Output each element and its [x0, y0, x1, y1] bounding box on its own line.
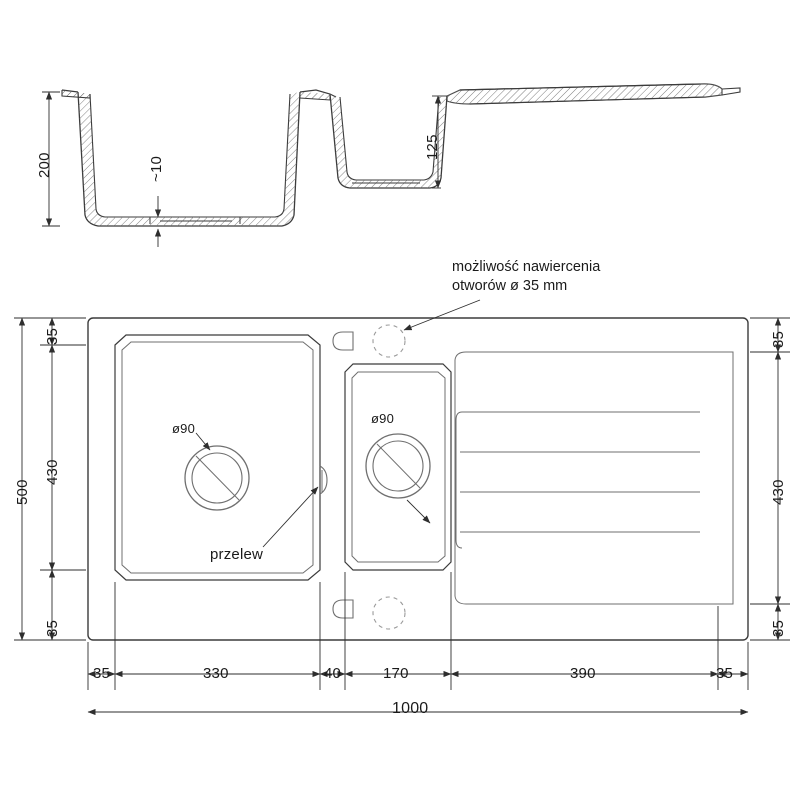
inner-height-right-label: 430: [770, 479, 787, 505]
plan-view: [88, 300, 748, 640]
tap-hole-note-line1: możliwość nawiercenia: [452, 259, 601, 275]
overflow-label: przelew: [210, 546, 264, 563]
drain-small-diameter-label: ø90: [371, 411, 395, 426]
section-depth-main-label: 200: [36, 152, 53, 178]
plan-dimensions: [14, 318, 790, 712]
bottom-margin-left-label: 35: [44, 619, 61, 637]
section-view: [62, 84, 740, 226]
bottom-margin-right-label: 35: [770, 619, 787, 637]
drain-main-diameter-label: ø90: [172, 421, 196, 436]
top-margin-right-label: 35: [770, 330, 787, 348]
width-divider-label: 40: [324, 665, 342, 682]
width-edge-left-label: 35: [93, 665, 111, 682]
width-small-bowl-label: 170: [383, 665, 409, 682]
width-edge-right-label: 35: [716, 665, 734, 682]
top-margin-left-label: 35: [44, 327, 61, 345]
tap-hole-note-line2: otworów ø 35 mm: [452, 278, 568, 294]
section-depth-small-label: 125: [424, 134, 441, 160]
width-drainer-label: 390: [570, 665, 596, 682]
inner-height-left-label: 430: [44, 459, 61, 485]
width-main-bowl-label: 330: [203, 665, 229, 682]
section-thickness-label: ~10: [148, 155, 165, 182]
overall-width-label: 1000: [392, 700, 429, 717]
overall-height-label: 500: [14, 479, 31, 505]
